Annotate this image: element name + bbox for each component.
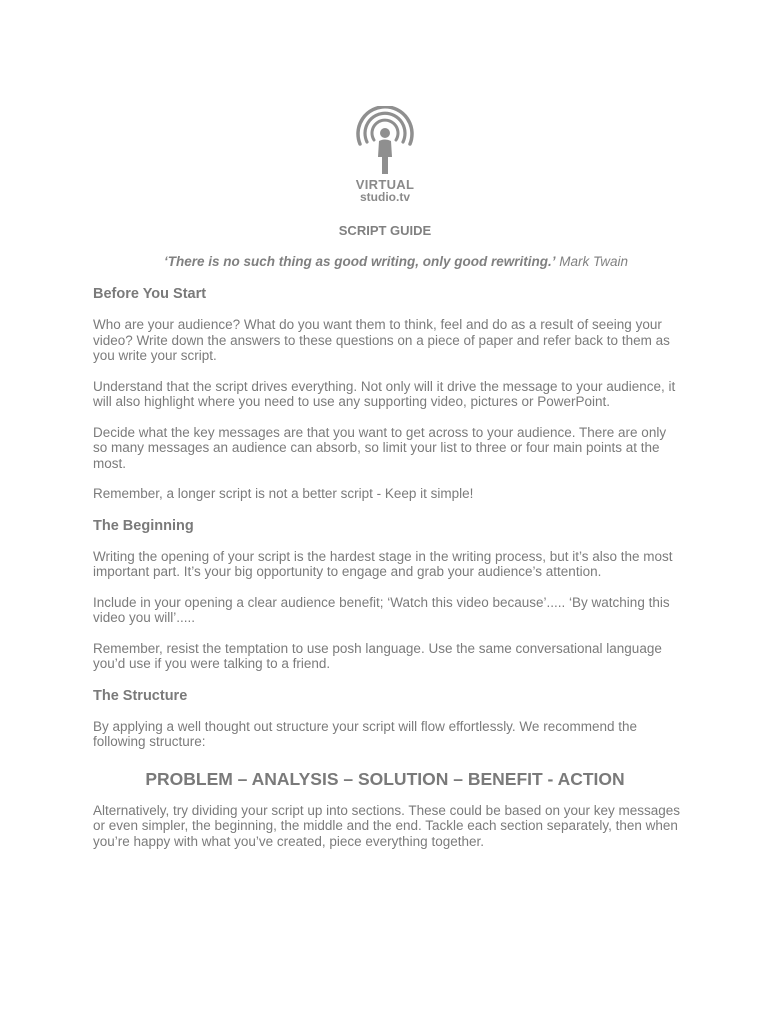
paragraph: Who are your audience? What do you want them to think, feel and do as a result of seeing your video? Write down the answers to these questions on a piece of paper and refer back to them as you write your script. xyxy=(93,317,670,363)
paragraph: Writing the opening of your script is the hardest stage in the writing process, but it’s also the most important part. It’s your big opportunity to engage and grab your audience’s attention. xyxy=(93,548,673,579)
quote xyxy=(164,254,628,269)
content xyxy=(93,285,683,864)
page-title: SCRIPT GUIDE xyxy=(338,223,432,238)
broadcast-person-icon xyxy=(352,106,418,178)
paragraph: By applying a well thought out structure your script will flow effortlessly. We recommend the following structure: xyxy=(93,718,637,749)
paragraph: Remember, resist the temptation to use posh language. Use the same conversational language you’d use if you were talking to a friend. xyxy=(93,640,662,671)
quote-text: ‘There is no such thing as good writing, only good rewriting.’ xyxy=(164,254,556,269)
logo xyxy=(352,106,418,212)
paragraph: Remember, a longer script is not a better script - Keep it simple! xyxy=(93,486,474,501)
paragraph: Alternatively, try dividing your script up into sections. These could be based on your key messages or even simpler, the beginning, the middle and the end. Tackle each section separately, then when you’re happy with what you’ve created, piece everything together. xyxy=(93,802,681,849)
paragraph: Decide what the key messages are that you want to get across to your audience. There are only so many messages an audience can absorb, so limit your list to three or four main points at the most. xyxy=(93,424,667,471)
paragraph: Understand that the script drives everything. Not only will it drive the message to your audience, it will also highlight where you need to use any supporting video, pictures or PowerPoint. xyxy=(93,378,676,409)
section-heading-the-structure: The Structure xyxy=(93,687,188,704)
quote-author: Mark Twain xyxy=(555,254,629,269)
structure-highlight: PROBLEM – ANALYSIS – SOLUTION – BENEFIT - ACTION xyxy=(145,768,625,789)
paragraph: Include in your opening a clear audience benefit; ‘Watch this video because’..... ‘By watching this video you will’..... xyxy=(93,594,670,625)
section-heading-the-beginning: The Beginning xyxy=(93,517,194,534)
logo-text-virtual: VIRTUAL xyxy=(355,177,415,192)
section-heading-before-you-start: Before You Start xyxy=(93,286,207,302)
logo-text-studio: studio.tv xyxy=(360,190,410,204)
